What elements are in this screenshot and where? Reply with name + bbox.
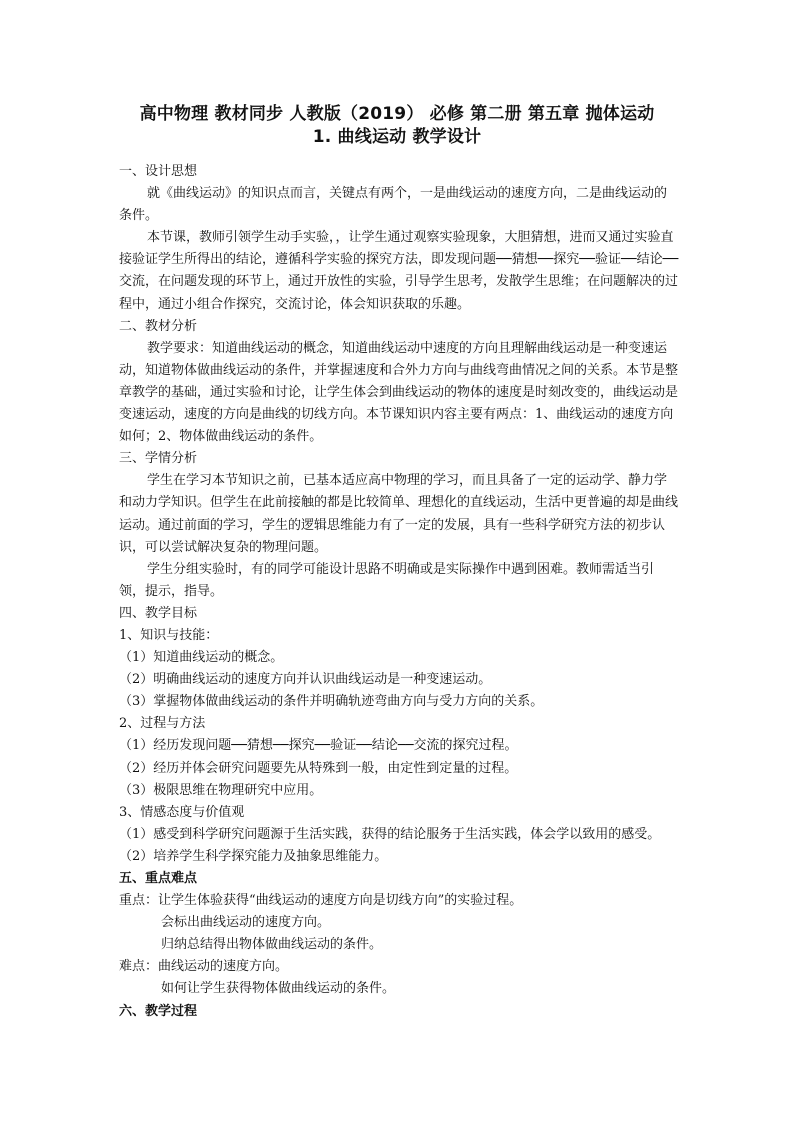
list-item: （2）经历并体会研究问题要先从特殊到一般，由定性到定量的过程。: [119, 760, 518, 776]
section-heading: 四、教学目标: [119, 605, 198, 621]
section-heading: 六、教学过程: [119, 1003, 198, 1019]
document-subtitle: 1. 曲线运动 教学设计: [312, 127, 482, 147]
difficult-point: 难点：曲线运动的速度方向。: [119, 959, 289, 975]
list-item: （1）知道曲线运动的概念。: [119, 650, 284, 666]
list-item: （2）培养学生科学探究能力及抽象思维能力。: [119, 848, 388, 864]
paragraph: 本节课，教师引领学生动手实验，，让学生通过观察实验现象，大胆猜想，进而又通过实验直接验证学生所得出的结论，遵循科学实验的探究方法，即发现问题──猜想──探究──验证──结论──交流，在问题发现的环节上，通过开放性的实验，引导学生思考，发散学生思维；在问题解决的过程中，通过小组合作探究，交流讨论，体会知识获取的乐趣。: [119, 230, 679, 312]
document-body: [119, 161, 679, 1023]
paragraph: 学生分组实验时，有的同学可能设计思路不明确或是实际操作中遇到困难。教师需适当引领，提示，指导。: [119, 561, 655, 599]
paragraph: 就《曲线运动》的知识点而言，关键点有两个，一是曲线运动的速度方向，二是曲线运动的条件。: [119, 186, 668, 224]
key-point-continued: 会标出曲线运动的速度方向。: [161, 915, 331, 931]
section-heading: 一、设计思想: [119, 164, 198, 179]
key-point: 重点：让学生体验获得“曲线运动的速度方向是切线方向”的实验过程。: [119, 893, 523, 909]
list-item: （3）掌握物体做曲线运动的条件并明确轨迹弯曲方向与受力方向的关系。: [119, 694, 544, 710]
list-item: （2）明确曲线运动的速度方向并认识曲线运动是一种变速运动。: [119, 672, 492, 688]
subsection-heading: 2、过程与方法: [119, 716, 206, 732]
subsection-heading: 3、情感态度与价值观: [119, 804, 245, 820]
section-heading: 五、重点难点: [119, 871, 198, 886]
document-title: 高中物理 教材同步 人教版（2019） 必修 第二册 第五章 抛体运动: [139, 104, 655, 124]
difficult-point-continued: 如何让学生获得物体做曲线运动的条件。: [161, 981, 396, 997]
subsection-heading: 1、知识与技能：: [119, 627, 219, 643]
key-point-continued: 归纳总结得出物体做曲线运动的条件。: [161, 937, 383, 953]
list-item: （3）极限思维在物理研究中应用。: [119, 782, 323, 798]
paragraph: 教学要求：知道曲线运动的概念，知道曲线运动中速度的方向且理解曲线运动是一种变速运动，知道物体做曲线运动的条件，并掌握速度和合外力方向与曲线弯曲情况之间的关系。本节是整章教学的基础，通过实验和讨论，让学生体会到曲线运动的物体的速度是时刻改变的，曲线运动是变速运动，速度的方向是曲线的切线方向。本节课知识内容主要有两点：1、曲线运动的速度方向如何；2、物体做曲线运动的条件。: [119, 340, 679, 445]
section-heading: 二、教材分析: [119, 318, 198, 334]
paragraph: 学生在学习本节知识之前，已基本适应高中物理的学习，而且具备了一定的运动学、静力学和动力学知识。但学生在此前接触的都是比较简单、理想化的直线运动，生活中更普遍的却是曲线运动。通过前面的学习，学生的逻辑思维能力有了一定的发展，具有一些科学研究方法的初步认识，可以尝试解决复杂的物理问题。: [119, 473, 679, 555]
list-item: （1）经历发现问题──猜想──探究──验证──结论──交流的探究过程。: [119, 738, 518, 754]
section-heading: 三、学情分析: [119, 451, 198, 467]
list-item: （1）感受到科学研究问题源于生活实践，获得的结论服务于生活实践，体会学以致用的感受。: [119, 826, 661, 842]
